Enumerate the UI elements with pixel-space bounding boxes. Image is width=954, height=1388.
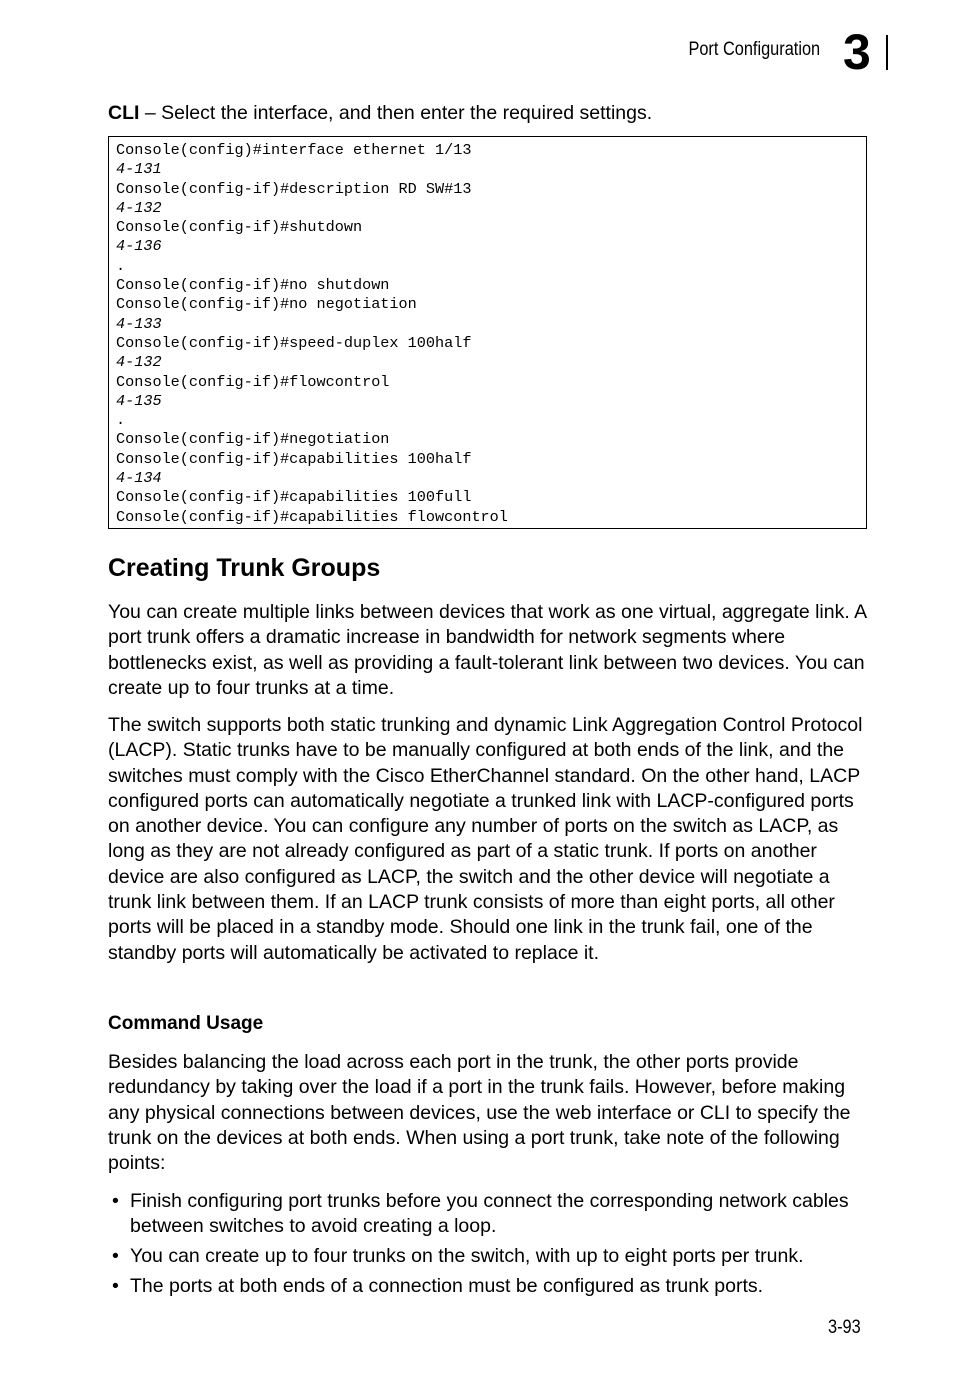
cli-intro [108, 102, 652, 125]
running-header-title: Port Configuration [688, 39, 820, 60]
bullet-text: The ports at both ends of a connection must be configured as trunk ports. [130, 1275, 764, 1297]
code-line: Console(config)#interface ethernet 1/13 [116, 141, 472, 159]
chapter-number: 3 [843, 24, 870, 80]
body-paragraph: Besides balancing the load across each port in the trunk, the other ports provide redundancy by taking over the load if a port in the trunk fails. However, before making any physical connections between devices, use the web interface or CLI to specify the trunk on the devices at both ends. When using a port trunk, take note of the following points: [108, 1051, 851, 1175]
code-line: Console(config-if)#capabilities 100full [116, 488, 472, 507]
code-line: Console(config-if)#shutdown [116, 218, 363, 237]
chapter-divider [886, 35, 888, 70]
bullet-item [108, 1274, 868, 1299]
bullet-item [108, 1244, 868, 1269]
code-page-ref: 4-134 [116, 469, 162, 488]
code-page-ref: 4-136 [116, 237, 162, 256]
bullet-marker: • [112, 1245, 119, 1267]
bullet-text: Finish configuring port trunks before you connect the corresponding network cables between switches to avoid creating a loop. [130, 1190, 849, 1238]
cli-code-block [108, 136, 867, 529]
page-number: 3-93 [828, 1317, 861, 1338]
body-paragraph: The switch supports both static trunking and dynamic Link Aggregation Control Protocol (LACP). Static trunks have to be manually configured at both ends of the link, and the switches must comply with the Cisco EtherChannel standard. On the other hand, LACP configured ports can automatically negotiate a trunked link with LACP-configured ports on another device. You can configure any number of ports on the switch as LACP, as long as they are not already configured as part of a static trunk. If ports on another device are also configured as LACP, the switch and the other device will negotiate a trunk link between them. If an LACP trunk consists of more than eight ports, all other ports will be placed in a standby mode. Should one link in the trunk fail, one of the standby ports will automatically be activated to replace it. [108, 714, 863, 964]
code-line: . [116, 411, 126, 430]
code-line: Console(config-if)#negotiation [116, 430, 390, 449]
subheading-command-usage: Command Usage [108, 1013, 264, 1034]
code-line: Console(config-if)#description RD SW#13 [116, 179, 472, 198]
code-page-ref: 4-132 [116, 198, 162, 217]
code-line: Console(config-if)#no negotiation [116, 295, 417, 314]
code-line: Console(config-if)#no shutdown [116, 276, 390, 295]
bullet-item [108, 1189, 868, 1240]
bullet-text: You can create up to four trunks on the switch, with up to eight ports per trunk. [130, 1245, 804, 1267]
code-page-ref: 4-135 [116, 391, 162, 410]
section-heading: Creating Trunk Groups [108, 554, 381, 582]
code-page-ref: 4-131 [116, 160, 162, 179]
cli-intro-text: – Select the interface, and then enter the required settings. [139, 102, 653, 124]
code-line: . [116, 256, 126, 275]
bullet-marker: • [112, 1190, 119, 1212]
code-line: Console(config-if)#flowcontrol [116, 372, 390, 391]
code-line: Console(config-if)#speed-duplex 100half [116, 333, 472, 352]
code-page-ref: 4-133 [116, 314, 162, 333]
bullet-marker: • [112, 1275, 119, 1297]
code-line: Console(config-if)#capabilities 100half [116, 449, 472, 468]
cli-label: CLI [108, 102, 140, 124]
body-paragraph: You can create multiple links between devices that work as one virtual, aggregate link. A port trunk offers a dramatic increase in bandwidth for network segments where bottlenecks exist, as well as providing a fault-tolerant link between two devices. You can create up to four trunks at a time. [108, 601, 867, 699]
code-page-ref: 4-132 [116, 353, 162, 372]
code-line: Console(config-if)#capabilities flowcontrol [116, 507, 508, 526]
